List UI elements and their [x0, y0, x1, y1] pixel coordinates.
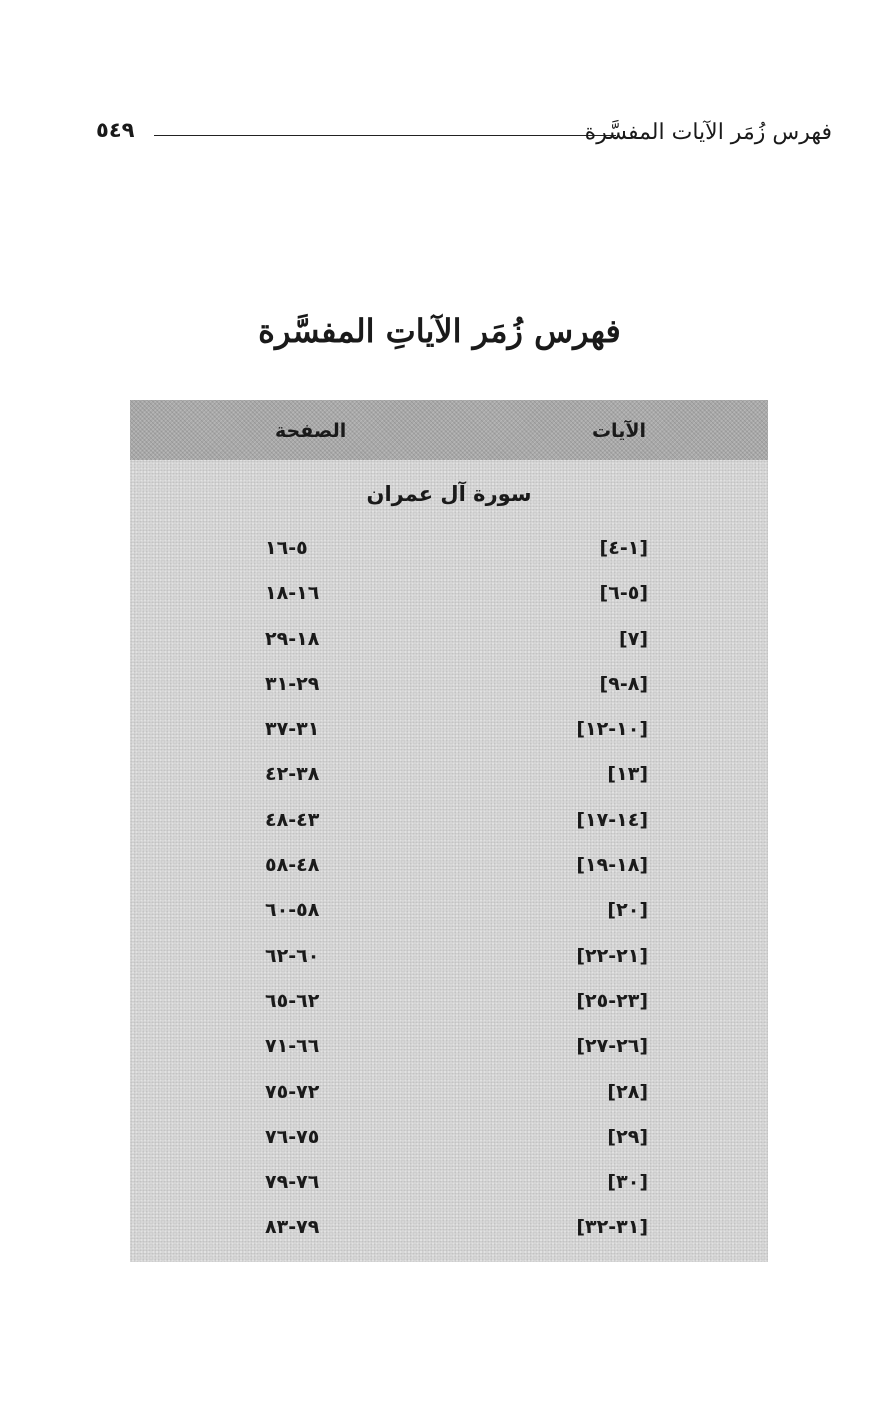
page-number: ٥٤٩	[96, 118, 135, 142]
running-header	[96, 118, 832, 158]
pages-cell: ٧٢-٧٥	[265, 1080, 320, 1103]
table-row	[130, 896, 768, 941]
pages-cell: ٦٢-٦٥	[265, 989, 320, 1012]
verses-cell: [١٠-١٢]	[576, 718, 648, 741]
table-row	[130, 1123, 768, 1168]
pages-cell: ٢٩-٣١	[265, 672, 320, 695]
verses-cell: [١٤-١٧]	[576, 808, 648, 831]
pages-cell: ١٦-١٨	[265, 582, 320, 605]
pages-cell: ٥٨-٦٠	[265, 899, 320, 922]
verses-cell: [٣١-٣٢]	[576, 1216, 648, 1239]
table-row	[130, 1213, 768, 1258]
verses-cell: [٥-٦]	[599, 582, 648, 605]
verses-cell: [٢٩]	[607, 1125, 648, 1148]
table-row	[130, 1032, 768, 1077]
table-row	[130, 1078, 768, 1123]
pages-cell: ٧٦-٧٩	[265, 1171, 320, 1194]
pages-cell: ٧٥-٧٦	[265, 1125, 320, 1148]
verses-cell: [٢٨]	[607, 1080, 648, 1103]
pages-column-header: الصفحة	[275, 420, 347, 442]
verses-cell: [١٣]	[607, 763, 648, 786]
pages-cell: ٥-١٦	[265, 537, 308, 559]
verses-cell: [٢١-٢٢]	[576, 944, 648, 967]
table-row	[130, 1168, 768, 1213]
table-row	[130, 579, 768, 624]
verses-cell: [٨-٩]	[599, 672, 648, 695]
verses-cell: [١٨-١٩]	[576, 854, 648, 877]
verses-cell: [٢٦-٢٧]	[576, 1035, 648, 1058]
pages-cell: ٧٩-٨٣	[265, 1216, 320, 1239]
table-row	[130, 851, 768, 896]
table-row	[130, 715, 768, 760]
verses-column-header: الآيات	[591, 420, 646, 442]
table-rows	[130, 534, 768, 1259]
table-row	[130, 625, 768, 670]
verses-cell: [٧]	[619, 627, 648, 650]
verses-cell: [٢٣-٢٥]	[576, 989, 648, 1012]
header-rule	[154, 135, 616, 136]
table-row	[130, 806, 768, 851]
pages-cell: ٦٦-٧١	[265, 1035, 320, 1058]
page-title: فهرس زُمَر الآياتِ المفسَّرة	[258, 312, 621, 350]
surah-heading: سورة آل عمران	[366, 482, 532, 506]
pages-cell: ٦٠-٦٢	[265, 944, 320, 967]
table-row	[130, 670, 768, 715]
running-title: فهرس زُمَر الآيات المفسَّرة	[584, 120, 832, 145]
table-row	[130, 987, 768, 1032]
pages-cell: ١٨-٢٩	[265, 627, 320, 650]
verses-cell: [٢٠]	[607, 899, 648, 922]
pages-cell: ٤٣-٤٨	[265, 808, 320, 831]
index-table	[130, 400, 768, 1262]
pages-cell: ٤٨-٥٨	[265, 854, 320, 877]
verses-cell: [١-٤]	[599, 537, 648, 559]
table-row	[130, 760, 768, 805]
table-row	[130, 534, 768, 579]
pages-cell: ٣١-٣٧	[265, 718, 320, 741]
table-row	[130, 942, 768, 987]
verses-cell: [٣٠]	[607, 1171, 648, 1194]
table-header	[130, 400, 768, 460]
pages-cell: ٣٨-٤٢	[265, 763, 320, 786]
